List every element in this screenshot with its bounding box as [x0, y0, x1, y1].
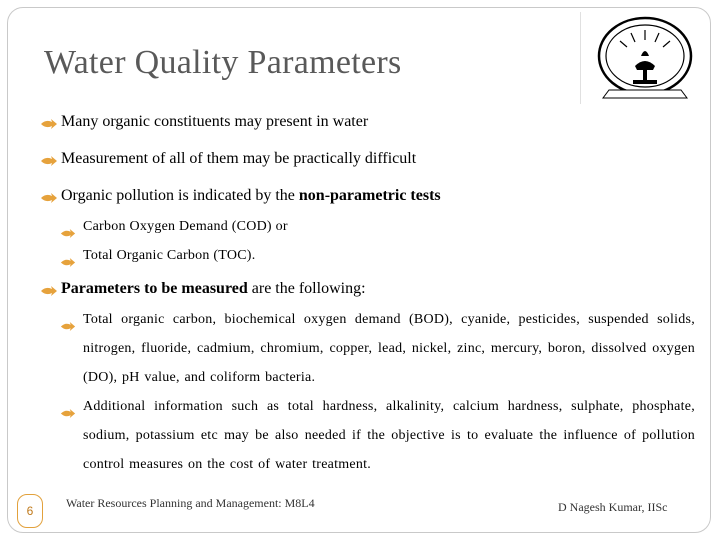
- page-number-badge: 6: [17, 494, 43, 528]
- bullet-bold-text: Parameters to be measured: [61, 280, 248, 297]
- sub-bullet-text: Carbon Oxygen Demand (COD) or: [83, 219, 288, 234]
- bullet-item: [40, 112, 695, 132]
- sub-bullet-item: [60, 241, 695, 270]
- sub-bullet-text: Additional information such as total hardness, alkalinity, calcium hardness, sulphate, phosphate, sodium, potassium etc may be also needed if the objective is to evaluate the influence of pollution control measures on the cost of water treatment.: [83, 399, 695, 472]
- sub-bullet-item: [60, 212, 695, 241]
- iisc-crest-logo: [583, 12, 708, 104]
- slide-title: Water Quality Parameters: [44, 44, 402, 81]
- bullet-text: Measurement of all of them may be practically difficult: [61, 150, 417, 167]
- bullet-item: [40, 279, 695, 299]
- bullet-text: Organic pollution is indicated by the: [61, 187, 299, 204]
- footer-author: D Nagesh Kumar, IISc: [558, 500, 668, 514]
- arrow-bullet-icon: [40, 116, 58, 128]
- slide-content: [40, 112, 695, 479]
- logo-divider: [580, 12, 581, 104]
- sub-bullet-item: [60, 392, 695, 479]
- arrow-bullet-icon: [40, 190, 58, 202]
- arrow-bullet-icon: [60, 221, 76, 232]
- bullet-bold-text: non-parametric tests: [298, 187, 441, 204]
- bullet-text: are the following:: [247, 280, 366, 297]
- footer-course-title: Water Resources Planning and Management: M8L4: [66, 496, 315, 510]
- sub-bullet-item: [60, 305, 695, 392]
- sub-bullet-text: Total Organic Carbon (TOC).: [83, 248, 256, 263]
- sub-bullet-text: Total organic carbon, biochemical oxygen demand (BOD), cyanide, pesticides, suspended solids, nitrogen, fluoride, cadmium, chromium, copper, lead, nickel, zinc, mercury, boron, dissolved oxygen (DO), pH value, and coliform bacteria.: [83, 312, 695, 385]
- arrow-bullet-icon: [40, 153, 58, 165]
- bullet-item: [40, 186, 695, 206]
- arrow-bullet-icon: [60, 314, 76, 325]
- arrow-bullet-icon: [60, 250, 76, 261]
- arrow-bullet-icon: [40, 283, 58, 295]
- bullet-item: [40, 149, 695, 169]
- bullet-text: Many organic constituents may present in water: [61, 113, 369, 130]
- arrow-bullet-icon: [60, 401, 76, 412]
